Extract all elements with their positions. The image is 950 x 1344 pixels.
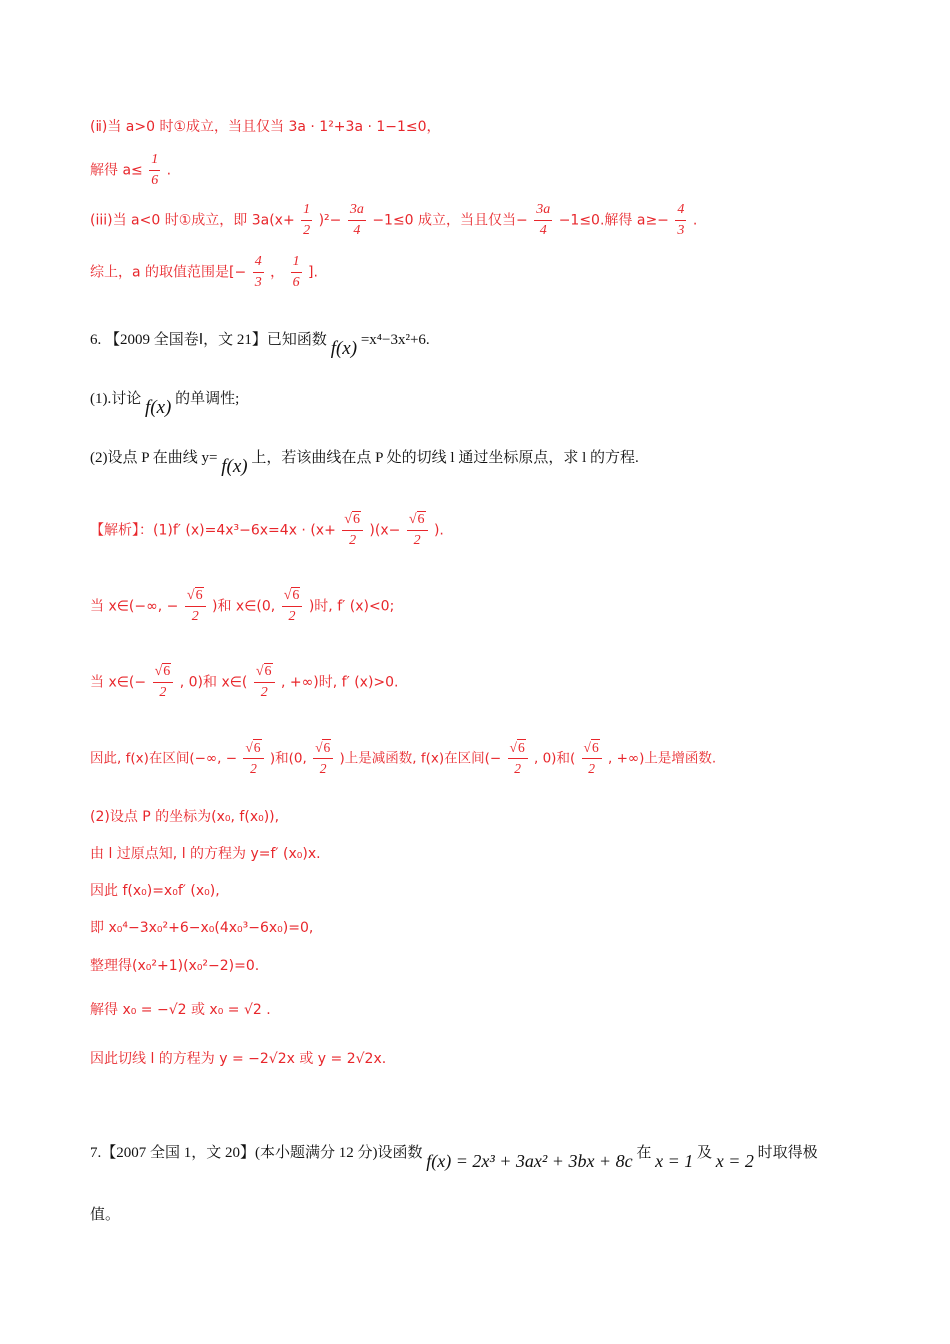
fraction-sqrt6-2: $\frac{√6}{2}$ bbox=[243, 738, 263, 779]
question-6-part-1 bbox=[90, 387, 240, 418]
factor-line bbox=[90, 955, 259, 977]
decreasing-text-a: 当 x∈(−∞, − bbox=[90, 598, 179, 615]
fraction-3a-4-b: $\frac{3a}{4}$ bbox=[536, 202, 551, 238]
part-1-text-a: (1).讨论 bbox=[90, 391, 142, 407]
decreasing-text-c: )时, f′ (x)<0; bbox=[308, 598, 395, 615]
case-ii-text: (ⅱ)当 a>0 时①成立，当且仅当 3a · 1²+3a · 1−1≤0， bbox=[90, 119, 441, 135]
fraction-sqrt6-2: $\frac{√6}{2}$ bbox=[342, 510, 363, 551]
fraction-sqrt6-2: $\frac{√6}{2}$ bbox=[254, 662, 275, 703]
case-iii-text-b: )²− bbox=[318, 212, 342, 229]
summary-line bbox=[90, 252, 318, 293]
increasing-text-c: , +∞)时, f′ (x)>0. bbox=[280, 674, 399, 691]
fraction-one-half: $\frac{1}{2}$ bbox=[303, 202, 311, 238]
fraction-sqrt6-2: $\frac{√6}{2}$ bbox=[282, 586, 303, 627]
fraction-sqrt6-2: $\frac{√6}{2}$ bbox=[313, 738, 333, 779]
fraction-sqrt6-2: $\frac{√6}{2}$ bbox=[508, 738, 528, 779]
derivative-text-b: )(x− bbox=[369, 522, 401, 539]
fraction-3a-4: $\frac{3a}{4}$ bbox=[349, 202, 364, 238]
fraction-4-3-range: $\frac{4}{3}$ bbox=[254, 254, 262, 290]
question-7-text-a: 7.【2007 全国 1，文 20】(本小题满分 12 分)设函数 bbox=[90, 1145, 423, 1161]
question-7-text-g: 值。 bbox=[90, 1207, 121, 1223]
increasing-text-b: , 0)和 x∈( bbox=[179, 674, 248, 691]
case-iii-line bbox=[90, 200, 697, 241]
summary-text-a: 综上，a 的取值范围是[− bbox=[90, 264, 247, 281]
substitution-line bbox=[90, 880, 220, 902]
roots-text: 解得 x₀ = −√2 或 x₀ = √2 . bbox=[90, 1002, 271, 1018]
question-7-x2: x = 2 bbox=[715, 1151, 754, 1171]
decreasing-text-b: )和 x∈(0, bbox=[212, 598, 276, 615]
part-1-text-b: 的单调性; bbox=[175, 391, 240, 407]
decreasing-line bbox=[90, 586, 394, 627]
fraction-4-3: $\frac{4}{3}$ bbox=[677, 202, 685, 238]
period: . bbox=[166, 162, 172, 179]
function-fx: f(x) bbox=[221, 456, 248, 477]
question-7-continuation bbox=[90, 1204, 120, 1226]
derivative-text-a: 【解析】：(1)f′ (x)=4x³−6x=4x · (x+ bbox=[90, 522, 336, 539]
function-fx: f(x) bbox=[145, 397, 172, 418]
final-tangent-text: 因此切线 l 的方程为 y = −2√2x 或 y = 2√2x. bbox=[90, 1051, 387, 1067]
part-2-setup-text: (2)设点 P 的坐标为(x₀, f(x₀)), bbox=[90, 809, 280, 825]
question-7-text-b: 在 bbox=[636, 1145, 652, 1161]
conclusion-text-b: )和(0, bbox=[269, 750, 307, 767]
solution-derivative-line bbox=[90, 510, 444, 551]
fraction-sqrt6-2: $\frac{√6}{2}$ bbox=[153, 662, 174, 703]
roots-line bbox=[90, 999, 271, 1021]
conclusion-text-e: , +∞)上是增函数. bbox=[607, 750, 717, 767]
tangent-equation-text: 由 l 过原点知, l 的方程为 y=f′ (x₀)x. bbox=[90, 846, 321, 862]
case-iii-text-a: (iii)当 a<0 时①成立，即 3a(x+ bbox=[90, 212, 295, 229]
function-fx: f(x) bbox=[330, 338, 358, 359]
expansion-text: 即 x₀⁴−3x₀²+6−x₀(4x₀³−6x₀)=0, bbox=[90, 920, 314, 936]
question-7-text-d: 及 bbox=[696, 1145, 712, 1161]
fraction-sqrt6-2: $\frac{√6}{2}$ bbox=[185, 586, 206, 627]
part-2-setup-line bbox=[90, 806, 279, 828]
question-7-text-f: 时取得极 bbox=[757, 1145, 818, 1161]
factor-text: 整理得(x₀²+1)(x₀²−2)=0. bbox=[90, 958, 260, 974]
solution-a-text: 解得 a≤ bbox=[90, 162, 143, 179]
question-6-text-a: 6. 【2009 全国卷Ⅰ，文 21】已知函数 bbox=[90, 332, 327, 348]
case-iii-text-e: . bbox=[692, 212, 698, 229]
fraction-sqrt6-2: $\frac{√6}{2}$ bbox=[582, 738, 602, 779]
fraction-sqrt6-2: $\frac{√6}{2}$ bbox=[407, 510, 428, 551]
case-ii-line bbox=[90, 116, 441, 138]
conclusion-text-d: , 0)和( bbox=[534, 750, 576, 767]
increasing-text-a: 当 x∈(− bbox=[90, 674, 147, 691]
monotonicity-conclusion-line bbox=[90, 738, 716, 779]
conclusion-text-c: )上是减函数, f(x)在区间(− bbox=[339, 750, 502, 767]
increasing-line bbox=[90, 662, 399, 703]
question-6-line bbox=[90, 328, 430, 359]
expansion-line bbox=[90, 917, 313, 939]
question-6-part-2 bbox=[90, 446, 639, 477]
question-7-x1: x = 1 bbox=[655, 1151, 694, 1171]
case-iii-text-d: −1≤0.解得 a≥− bbox=[558, 212, 669, 229]
question-7-line bbox=[90, 1140, 818, 1171]
summary-comma: ， bbox=[270, 264, 285, 281]
part-2-text-b: 上，若该曲线在点 P 处的切线 l 通过坐标原点，求 l 的方程. bbox=[251, 450, 639, 466]
final-tangent-line bbox=[90, 1048, 386, 1070]
part-2-text-a: (2)设点 P 在曲线 y= bbox=[90, 450, 218, 466]
summary-text-c: ]. bbox=[308, 264, 318, 281]
conclusion-text-a: 因此, f(x)在区间(−∞, − bbox=[90, 750, 238, 767]
substitution-text: 因此 f(x₀)=x₀f′ (x₀), bbox=[90, 883, 220, 899]
fraction-one-sixth: $\frac{1}{6}$ bbox=[151, 152, 159, 188]
question-7-function: f(x) = 2x³ + 3ax² + 3bx + 8c bbox=[426, 1151, 633, 1171]
solution-a-line bbox=[90, 150, 171, 191]
derivative-text-c: ). bbox=[433, 522, 444, 539]
question-6-text-b: =x⁴−3x²+6. bbox=[360, 332, 430, 348]
tangent-equation-line bbox=[90, 843, 321, 865]
fraction-1-6-range: $\frac{1}{6}$ bbox=[292, 254, 300, 290]
case-iii-text-c: −1≤0 成立，当且仅当− bbox=[372, 212, 528, 229]
